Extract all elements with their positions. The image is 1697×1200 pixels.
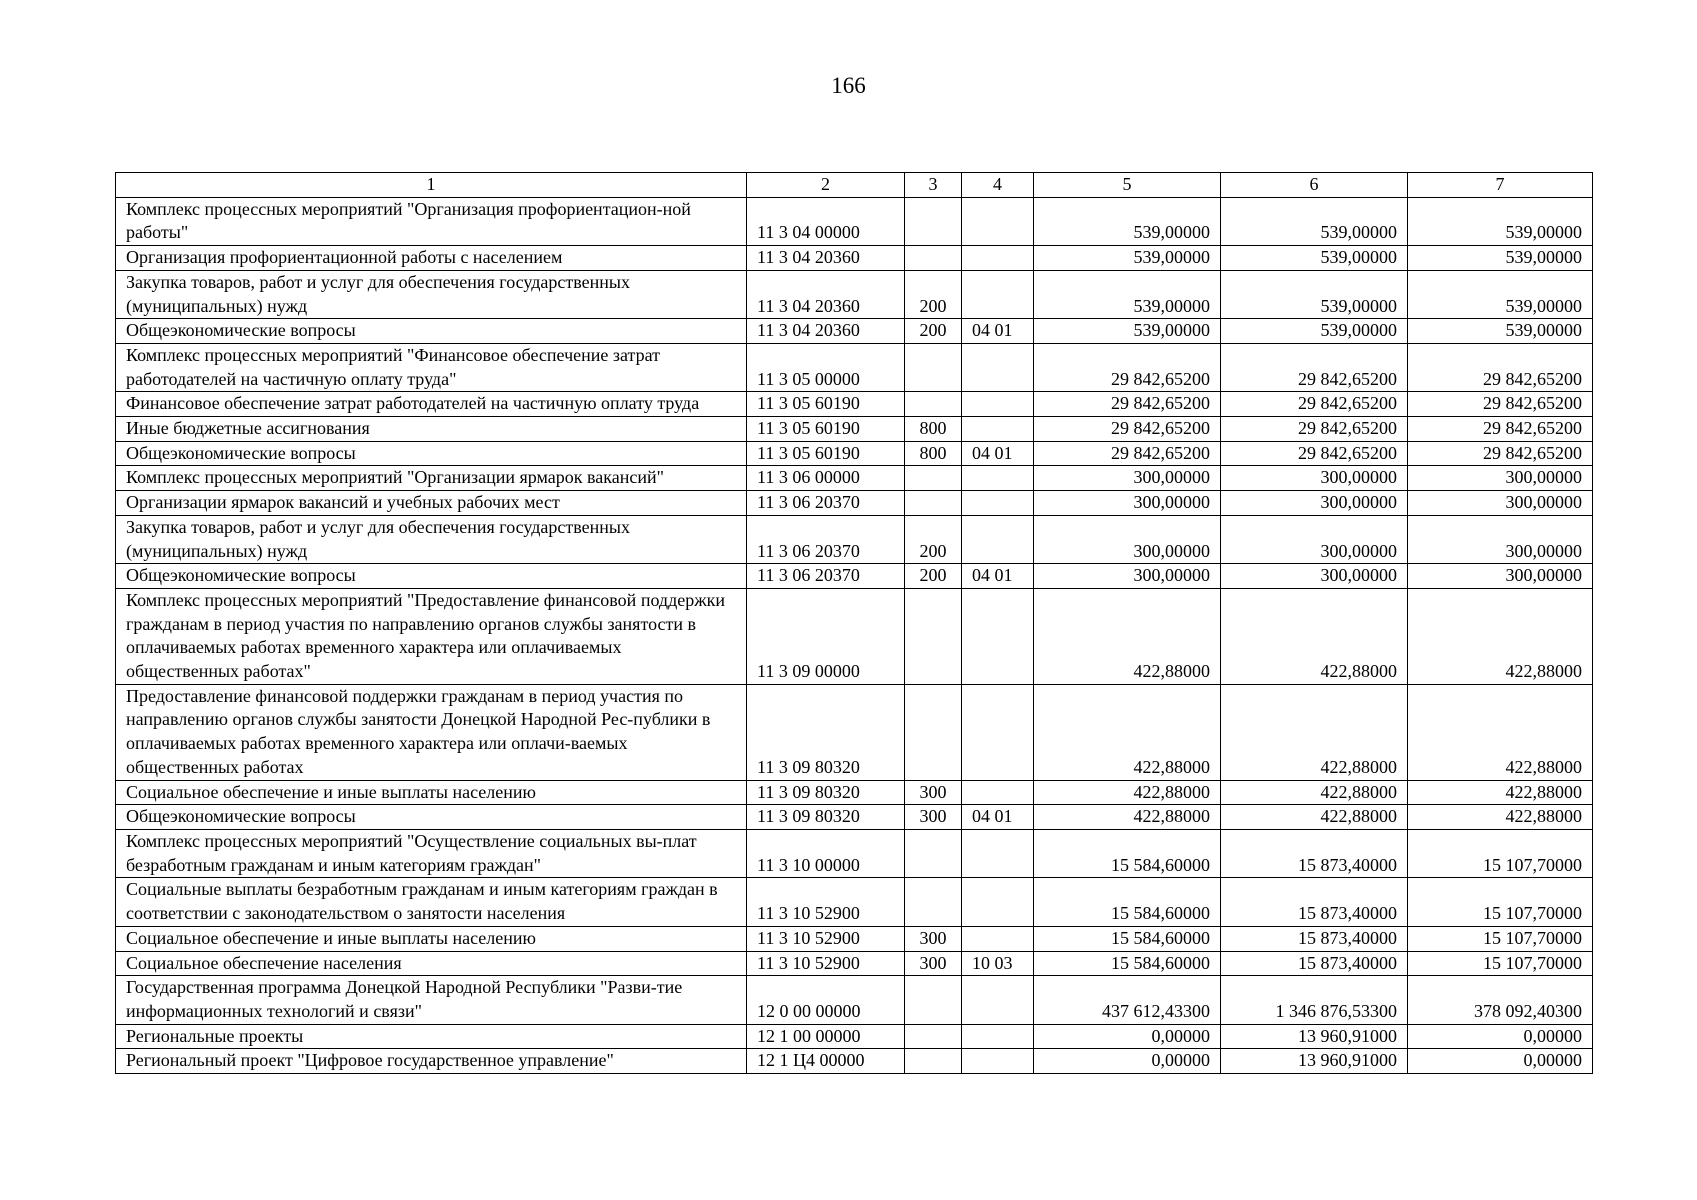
section-code <box>962 246 1034 271</box>
amount-col-6: 15 873,40000 <box>1221 878 1408 926</box>
table-row <box>116 515 1593 563</box>
amount-col-6: 29 842,65200 <box>1221 441 1408 466</box>
column-header: 7 <box>1408 173 1593 198</box>
row-name: Комплекс процессных мероприятий "Организация профориентацион-ной работы" <box>116 197 747 245</box>
amount-col-5: 422,88000 <box>1034 805 1221 830</box>
expense-type-code <box>905 1024 962 1049</box>
section-code <box>962 392 1034 417</box>
section-code <box>962 491 1034 516</box>
row-name: Социальное обеспечение и иные выплаты населению <box>116 926 747 951</box>
section-code <box>962 515 1034 563</box>
amount-col-5: 300,00000 <box>1034 515 1221 563</box>
table-row <box>116 1024 1593 1049</box>
amount-col-5: 29 842,65200 <box>1034 343 1221 391</box>
target-article-code: 11 3 10 52900 <box>747 951 905 976</box>
amount-col-6: 300,00000 <box>1221 515 1408 563</box>
expense-type-code <box>905 392 962 417</box>
page-number: 166 <box>831 73 866 98</box>
target-article-code: 11 3 06 00000 <box>747 466 905 491</box>
table-body <box>116 197 1593 1073</box>
section-code <box>962 343 1034 391</box>
section-code <box>962 926 1034 951</box>
amount-col-7: 29 842,65200 <box>1408 343 1593 391</box>
expense-type-code <box>905 878 962 926</box>
target-article-code: 11 3 05 60190 <box>747 441 905 466</box>
row-name: Комплекс процессных мероприятий "Организации ярмарок вакансий" <box>116 466 747 491</box>
table-row <box>116 780 1593 805</box>
section-code <box>962 780 1034 805</box>
amount-col-5: 422,88000 <box>1034 684 1221 780</box>
amount-col-7: 539,00000 <box>1408 246 1593 271</box>
row-name: Региональный проект "Цифровое государственное управление" <box>116 1049 747 1074</box>
expense-type-code <box>905 684 962 780</box>
amount-col-7: 539,00000 <box>1408 319 1593 344</box>
row-name: Общеэкономические вопросы <box>116 805 747 830</box>
section-code <box>962 197 1034 245</box>
expense-type-code: 200 <box>905 564 962 589</box>
table-row <box>116 588 1593 684</box>
table-row <box>116 417 1593 442</box>
amount-col-6: 539,00000 <box>1221 270 1408 318</box>
amount-col-6: 300,00000 <box>1221 466 1408 491</box>
column-header: 6 <box>1221 173 1408 198</box>
amount-col-7: 300,00000 <box>1408 491 1593 516</box>
target-article-code: 11 3 09 80320 <box>747 780 905 805</box>
target-article-code: 11 3 04 20360 <box>747 246 905 271</box>
amount-col-5: 300,00000 <box>1034 564 1221 589</box>
expense-type-code <box>905 976 962 1024</box>
row-name: Комплекс процессных мероприятий "Предоставление финансовой поддержки гражданам в период участия по направлению органов службы занятости в оплачиваемых работах временного характера или оплачиваемых общественных работах" <box>116 588 747 684</box>
table-row <box>116 319 1593 344</box>
row-name: Социальное обеспечение населения <box>116 951 747 976</box>
amount-col-7: 15 107,70000 <box>1408 878 1593 926</box>
amount-col-7: 300,00000 <box>1408 564 1593 589</box>
amount-col-5: 29 842,65200 <box>1034 441 1221 466</box>
amount-col-6: 29 842,65200 <box>1221 392 1408 417</box>
amount-col-6: 29 842,65200 <box>1221 343 1408 391</box>
amount-col-6: 300,00000 <box>1221 491 1408 516</box>
expense-type-code: 800 <box>905 441 962 466</box>
section-code: 04 01 <box>962 319 1034 344</box>
target-article-code: 12 0 00 00000 <box>747 976 905 1024</box>
expense-type-code: 300 <box>905 780 962 805</box>
expense-type-code <box>905 343 962 391</box>
target-article-code: 11 3 04 20360 <box>747 319 905 344</box>
target-article-code: 11 3 06 20370 <box>747 515 905 563</box>
amount-col-5: 15 584,60000 <box>1034 829 1221 877</box>
amount-col-7: 378 092,40300 <box>1408 976 1593 1024</box>
table-row <box>116 564 1593 589</box>
row-name: Общеэкономические вопросы <box>116 564 747 589</box>
section-code <box>962 1049 1034 1074</box>
expense-type-code <box>905 491 962 516</box>
amount-col-5: 437 612,43300 <box>1034 976 1221 1024</box>
expense-type-code: 200 <box>905 319 962 344</box>
target-article-code: 11 3 10 00000 <box>747 829 905 877</box>
target-article-code: 11 3 04 20360 <box>747 270 905 318</box>
table-row <box>116 197 1593 245</box>
target-article-code: 11 3 05 00000 <box>747 343 905 391</box>
amount-col-6: 15 873,40000 <box>1221 926 1408 951</box>
target-article-code: 11 3 10 52900 <box>747 878 905 926</box>
target-article-code: 11 3 06 20370 <box>747 491 905 516</box>
amount-col-5: 539,00000 <box>1034 197 1221 245</box>
column-header: 3 <box>905 173 962 198</box>
row-name: Организация профориентационной работы с населением <box>116 246 747 271</box>
row-name: Общеэкономические вопросы <box>116 319 747 344</box>
amount-col-7: 15 107,70000 <box>1408 829 1593 877</box>
target-article-code: 11 3 09 80320 <box>747 805 905 830</box>
section-code <box>962 1024 1034 1049</box>
amount-col-5: 539,00000 <box>1034 319 1221 344</box>
expense-type-code <box>905 197 962 245</box>
section-code <box>962 588 1034 684</box>
expense-type-code: 800 <box>905 417 962 442</box>
amount-col-5: 15 584,60000 <box>1034 926 1221 951</box>
amount-col-6: 422,88000 <box>1221 780 1408 805</box>
target-article-code: 12 1 Ц4 00000 <box>747 1049 905 1074</box>
header-row <box>116 173 1593 198</box>
target-article-code: 11 3 04 00000 <box>747 197 905 245</box>
amount-col-6: 1 346 876,53300 <box>1221 976 1408 1024</box>
table-row <box>116 246 1593 271</box>
expense-type-code <box>905 1049 962 1074</box>
amount-col-7: 422,88000 <box>1408 780 1593 805</box>
amount-col-7: 300,00000 <box>1408 515 1593 563</box>
budget-table <box>115 172 1593 1074</box>
amount-col-7: 539,00000 <box>1408 270 1593 318</box>
amount-col-5: 29 842,65200 <box>1034 392 1221 417</box>
amount-col-7: 422,88000 <box>1408 684 1593 780</box>
column-header: 1 <box>116 173 747 198</box>
row-name: Социальное обеспечение и иные выплаты населению <box>116 780 747 805</box>
row-name: Финансовое обеспечение затрат работодателей на частичную оплату труда <box>116 392 747 417</box>
amount-col-6: 422,88000 <box>1221 588 1408 684</box>
amount-col-5: 422,88000 <box>1034 588 1221 684</box>
amount-col-7: 0,00000 <box>1408 1024 1593 1049</box>
section-code <box>962 976 1034 1024</box>
amount-col-7: 539,00000 <box>1408 197 1593 245</box>
section-code: 04 01 <box>962 564 1034 589</box>
target-article-code: 11 3 06 20370 <box>747 564 905 589</box>
amount-col-6: 13 960,91000 <box>1221 1049 1408 1074</box>
amount-col-6: 15 873,40000 <box>1221 829 1408 877</box>
section-code: 10 03 <box>962 951 1034 976</box>
row-name: Комплекс процессных мероприятий "Финансовое обеспечение затрат работодателей на частичную оплату труда" <box>116 343 747 391</box>
row-name: Государственная программа Донецкой Народной Республики "Разви-тие информационных технологий и связи" <box>116 976 747 1024</box>
amount-col-6: 13 960,91000 <box>1221 1024 1408 1049</box>
target-article-code: 11 3 05 60190 <box>747 392 905 417</box>
table-row <box>116 491 1593 516</box>
table-row <box>116 951 1593 976</box>
section-code <box>962 829 1034 877</box>
row-name: Иные бюджетные ассигнования <box>116 417 747 442</box>
table-row <box>116 441 1593 466</box>
amount-col-6: 422,88000 <box>1221 805 1408 830</box>
table-row <box>116 392 1593 417</box>
amount-col-5: 0,00000 <box>1034 1049 1221 1074</box>
expense-type-code <box>905 246 962 271</box>
expense-type-code: 300 <box>905 926 962 951</box>
amount-col-6: 15 873,40000 <box>1221 951 1408 976</box>
table-row <box>116 926 1593 951</box>
table-row <box>116 829 1593 877</box>
row-name: Общеэкономические вопросы <box>116 441 747 466</box>
amount-col-6: 29 842,65200 <box>1221 417 1408 442</box>
amount-col-5: 539,00000 <box>1034 270 1221 318</box>
table-row <box>116 684 1593 780</box>
amount-col-6: 539,00000 <box>1221 319 1408 344</box>
amount-col-7: 422,88000 <box>1408 588 1593 684</box>
amount-col-6: 300,00000 <box>1221 564 1408 589</box>
table-row <box>116 270 1593 318</box>
column-header: 5 <box>1034 173 1221 198</box>
amount-col-5: 539,00000 <box>1034 246 1221 271</box>
expense-type-code <box>905 588 962 684</box>
amount-col-5: 29 842,65200 <box>1034 417 1221 442</box>
expense-type-code <box>905 829 962 877</box>
amount-col-7: 422,88000 <box>1408 805 1593 830</box>
amount-col-5: 0,00000 <box>1034 1024 1221 1049</box>
row-name: Комплекс процессных мероприятий "Осуществление социальных вы-плат безработным гражданам и иным категориям граждан" <box>116 829 747 877</box>
amount-col-5: 300,00000 <box>1034 491 1221 516</box>
section-code <box>962 878 1034 926</box>
amount-col-7: 15 107,70000 <box>1408 926 1593 951</box>
expense-type-code: 200 <box>905 515 962 563</box>
table-row <box>116 1049 1593 1074</box>
target-article-code: 11 3 09 80320 <box>747 684 905 780</box>
amount-col-6: 539,00000 <box>1221 197 1408 245</box>
target-article-code: 11 3 05 60190 <box>747 417 905 442</box>
section-code: 04 01 <box>962 441 1034 466</box>
amount-col-5: 422,88000 <box>1034 780 1221 805</box>
table-row <box>116 805 1593 830</box>
expense-type-code: 300 <box>905 951 962 976</box>
row-name: Организации ярмарок вакансий и учебных рабочих мест <box>116 491 747 516</box>
row-name: Предоставление финансовой поддержки гражданам в период участия по направлению органов службы занятости Донецкой Народной Рес-публики в оплачиваемых работах временного характера или оплачи-ваемых общественных работах <box>116 684 747 780</box>
row-name: Региональные проекты <box>116 1024 747 1049</box>
section-code <box>962 417 1034 442</box>
row-name: Закупка товаров, работ и услуг для обеспечения государственных (муниципальных) нужд <box>116 270 747 318</box>
row-name: Закупка товаров, работ и услуг для обеспечения государственных (муниципальных) нужд <box>116 515 747 563</box>
section-code: 04 01 <box>962 805 1034 830</box>
target-article-code: 11 3 10 52900 <box>747 926 905 951</box>
amount-col-7: 300,00000 <box>1408 466 1593 491</box>
amount-col-5: 15 584,60000 <box>1034 878 1221 926</box>
column-header: 2 <box>747 173 905 198</box>
section-code <box>962 466 1034 491</box>
target-article-code: 12 1 00 00000 <box>747 1024 905 1049</box>
amount-col-7: 29 842,65200 <box>1408 441 1593 466</box>
amount-col-7: 15 107,70000 <box>1408 951 1593 976</box>
row-name: Социальные выплаты безработным гражданам и иным категориям граждан в соответствии с законодательством о занятости населения <box>116 878 747 926</box>
section-code <box>962 684 1034 780</box>
amount-col-6: 539,00000 <box>1221 246 1408 271</box>
table-row <box>116 976 1593 1024</box>
expense-type-code: 300 <box>905 805 962 830</box>
amount-col-7: 29 842,65200 <box>1408 417 1593 442</box>
amount-col-7: 29 842,65200 <box>1408 392 1593 417</box>
amount-col-7: 0,00000 <box>1408 1049 1593 1074</box>
column-header: 4 <box>962 173 1034 198</box>
table-row <box>116 878 1593 926</box>
expense-type-code: 200 <box>905 270 962 318</box>
section-code <box>962 270 1034 318</box>
table-row <box>116 343 1593 391</box>
amount-col-5: 300,00000 <box>1034 466 1221 491</box>
target-article-code: 11 3 09 00000 <box>747 588 905 684</box>
amount-col-5: 15 584,60000 <box>1034 951 1221 976</box>
amount-col-6: 422,88000 <box>1221 684 1408 780</box>
table-row <box>116 466 1593 491</box>
expense-type-code <box>905 466 962 491</box>
